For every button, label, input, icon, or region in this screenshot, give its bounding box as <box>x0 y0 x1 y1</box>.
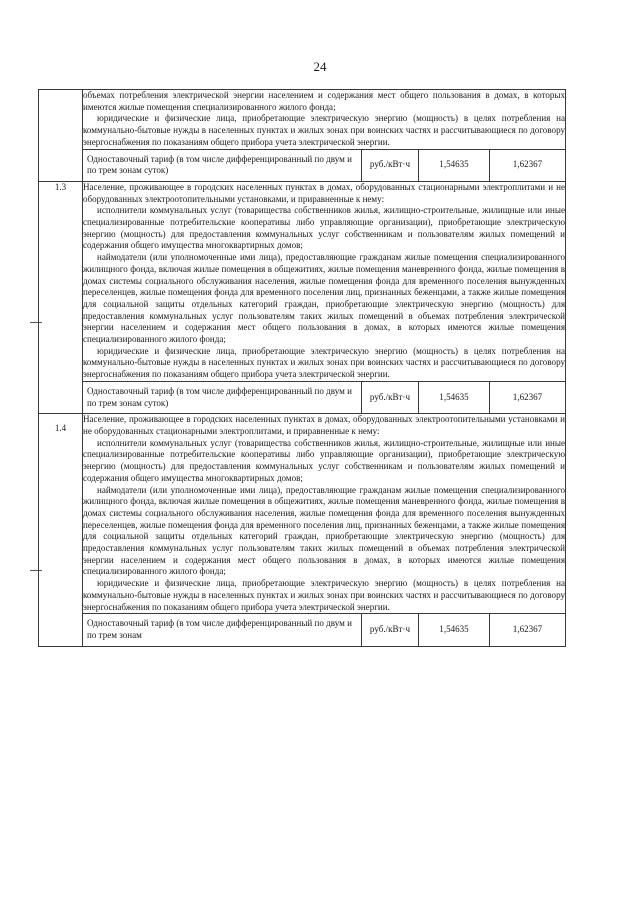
description-paragraph: объемах потребления электрической энергии населением и содержания мест общего пользования в домах, в которых имеются жилые помещения специализированного жилого фонда; <box>83 90 565 112</box>
tariff-row <box>39 614 566 646</box>
description-paragraph: исполнители коммунальных услуг (товарищества собственников жилья, жилищно-строительные, жилищные или иные специализированные потребительские кооперативы либо управляющие организации), приобретающие электрическую энергию (мощность) для предоставления коммунальных услуг собственникам и пользователям жилых помещений и содержания общего имущества многоквартирных домов; <box>83 205 565 251</box>
description-paragraph: юридические и физические лица, приобретающие электрическую энергию (мощность) в целях потребления на коммунально-бытовые нужды в населенных пунктах и жилых зонах при воинских частях и рассчитывающиеся по договору энергоснабжения по показаниям общего прибора учета электрической энергии. <box>83 578 565 612</box>
description-paragraph: исполнители коммунальных услуг (товарищества собственников жилья, жилищно-строительные, жилищные или иные специализированные потребительские кооперативы либо управляющие организации), приобретающие электрическую энергию (мощность) для предоставления коммунальных услуг собственникам и пользователям жилых помещений и содержания общего имущества многоквартирных домов; <box>83 437 565 483</box>
tariff-value-second-half: 1,62367 <box>512 159 543 170</box>
tariff-label: Одноставочный тариф (в том числе дифференцированный по двум и по трем зонам суток) <box>83 382 362 413</box>
tariff-value-first-half: 1,54635 <box>419 614 490 645</box>
tariff-row <box>39 381 566 413</box>
page-number: 24 <box>313 59 327 74</box>
row-number: 1.4 <box>54 423 67 434</box>
description-paragraph: наймодатели (или уполномоченные ими лица), предоставляющие гражданам жилые помещения специализированного жилищного фонда, включая жилые помещения в общежитиях, жилые помещения маневренного фонда, жилые помещения в домах системы социального обслуживания населения, жилые помещения фонда для временного поселения вынужденных переселенцев, жилые помещения фонда для временного поселения лиц, признанных беженцами, а также жилые помещения для социальной защиты отдельных категорий граждан, приобретающие электрическую энергию (мощность) для предоставления коммунальных услуг пользователям таких жилых помещений в объемах потребления электрической энергии населением и содержания мест общего пользования в домах, в которых имеются жилые помещения специализированного жилого фонда; <box>83 252 565 345</box>
row-number-cell: 1.3 <box>39 181 83 413</box>
description-paragraph: наймодатели (или уполномоченные ими лица), предоставляющие гражданам жилые помещения специализированного жилищного фонда, включая жилые помещения в общежитиях, жилые помещения маневренного фонда, жилые помещения в домах системы социального обслуживания населения, жилые помещения фонда для временного поселения вынужденных переселенцев, жилые помещения фонда для временного поселения лиц, признанных беженцами, а также жилые помещения для социальной защиты отдельных категорий граждан, приобретающие электрическую энергию (мощность) для предоставления коммунальных услуг пользователям таких жилых помещений в объемах потребления электрической энергии населением и содержания мест общего пользования в домах, в которых имеются жилые помещения специализированного жилого фонда; <box>83 484 565 577</box>
description-paragraph: юридические и физические лица, приобретающие электрическую энергию (мощность) в целях потребления на коммунально-бытовые нужды в населенных пунктах и жилых зонах при воинских частях и рассчитывающиеся по договору энергоснабжения по показаниям общего прибора учета электрической энергии. <box>83 113 565 147</box>
tariff-value-second-half: 1,62367 <box>512 624 543 635</box>
table-row <box>39 90 566 150</box>
tariff-value-second-half: 1,62367 <box>512 391 543 402</box>
tariff-label: Одноставочный тариф (в том числе дифференцированный по двум и по трем зонам суток) <box>83 150 362 181</box>
table-row <box>39 414 566 614</box>
tariff-row <box>39 149 566 181</box>
consumer-description <box>83 181 566 381</box>
tariff-value-first-half: 1,54635 <box>419 150 490 181</box>
tariff-unit: руб./кВт·ч <box>362 150 419 181</box>
tariff-label: Одноставочный тариф (в том числе дифференцированный по двум и по трем зонам <box>83 614 362 645</box>
consumer-description <box>83 414 566 614</box>
row-number-cell <box>39 414 83 646</box>
tariff-value-first-half: 1,54635 <box>419 382 490 413</box>
tariff-unit: руб./кВт·ч <box>362 614 419 645</box>
description-paragraph: юридические и физические лица, приобретающие электрическую энергию (мощность) в целях потребления на коммунально-бытовые нужды в населенных пунктах и жилых зонах при воинских частях и рассчитывающиеся по договору энергоснабжения по показаниям общего прибора учета электрической энергии. <box>83 345 565 380</box>
consumer-description <box>83 90 566 150</box>
table-row <box>39 181 566 381</box>
description-paragraph: Население, проживающее в городских населенных пунктах в домах, оборудованных стационарными электроплитами и не оборудованных электроотопительными установками, и приравненные к нему: <box>83 181 565 204</box>
tariff-table <box>38 89 566 647</box>
tariff-unit: руб./кВт·ч <box>362 382 419 413</box>
description-paragraph: Население, проживающее в городских населенных пунктах в домах, оборудованных электроотопительными установками и не оборудованных стационарными электроплитами, и приравненные к нему: <box>83 414 565 436</box>
row-number-cell <box>39 90 83 182</box>
